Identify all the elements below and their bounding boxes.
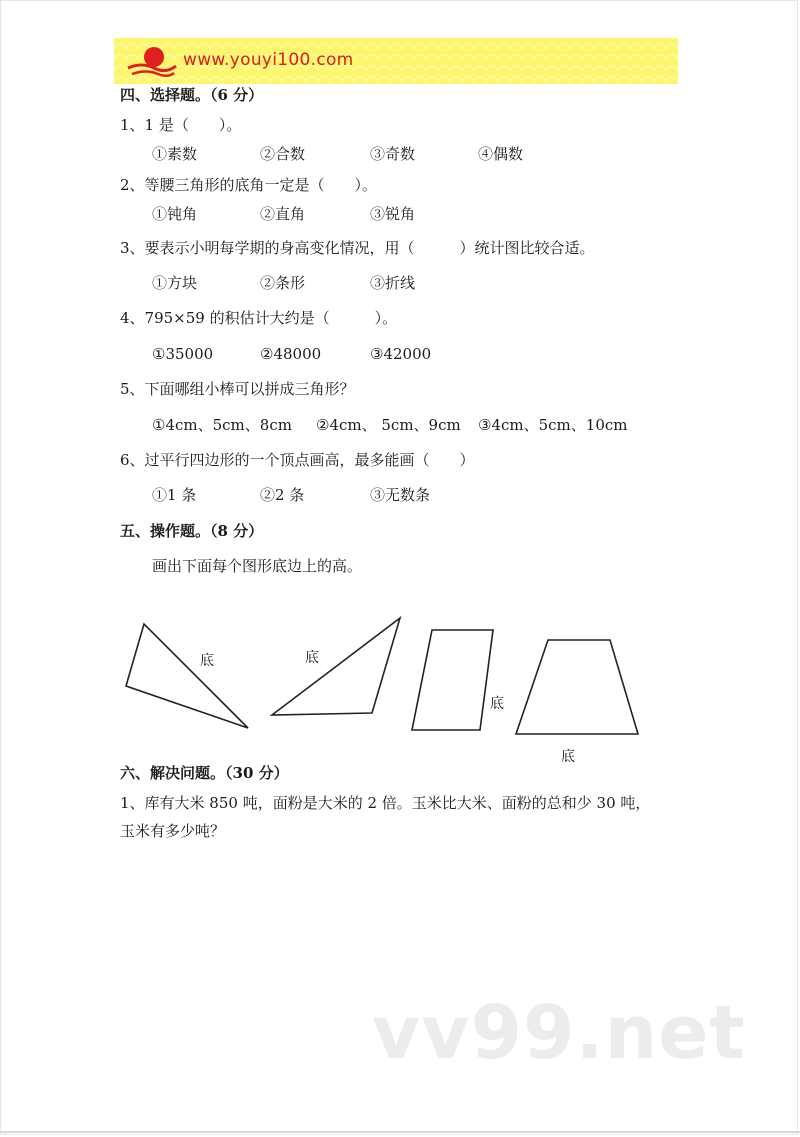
section4-title: 四、选择题。（6 分） bbox=[120, 86, 264, 104]
question-2: 2、等腰三角形的底角一定是（ ）。 bbox=[120, 176, 378, 194]
q2-option-1: ①钝角 bbox=[152, 205, 198, 223]
q3-option-2: ②条形 bbox=[260, 274, 306, 292]
header-url: www.youyi100.com bbox=[183, 50, 354, 70]
label-base-triangle-1: 底 bbox=[200, 653, 214, 669]
q3-option-3: ③折线 bbox=[370, 274, 416, 292]
q6-option-2: ②2 条 bbox=[260, 486, 305, 504]
q2-option-2: ②直角 bbox=[260, 205, 306, 223]
problem-1-line-1: 1、库有大米 850 吨，面粉是大米的 2 倍。玉米比大米、面粉的总和少 30 吨， bbox=[120, 794, 651, 812]
question-4: 4、795×59 的积估计大约是（ ）。 bbox=[120, 309, 398, 327]
q5-option-1: ①4cm、5cm、8cm bbox=[152, 416, 292, 434]
q4-option-3: ③42000 bbox=[370, 345, 432, 363]
question-6: 6、过平行四边形的一个顶点画高，最多能画（ ） bbox=[120, 451, 475, 469]
q3-option-1: ①方块 bbox=[152, 274, 198, 292]
q5-option-2: ②4cm、 5cm、9cm bbox=[316, 416, 461, 434]
section6-title: 六、解决问题。（30 分） bbox=[120, 764, 289, 782]
q6-option-3: ③无数条 bbox=[370, 486, 431, 504]
q1-option-1: ①素数 bbox=[152, 145, 198, 163]
trapezoid bbox=[516, 640, 638, 734]
question-3: 3、要表示小明每学期的身高变化情况，用（ ）统计图比较合适。 bbox=[120, 239, 595, 257]
logo-icon bbox=[124, 44, 178, 78]
label-base-triangle-2: 底 bbox=[305, 650, 319, 666]
triangle-2 bbox=[272, 618, 400, 715]
question-5: 5、下面哪组小棒可以拼成三角形？ bbox=[120, 380, 355, 398]
q1-option-4: ④偶数 bbox=[478, 145, 524, 163]
label-base-trapezoid: 底 bbox=[561, 749, 575, 765]
label-base-parallelogram: 底 bbox=[490, 696, 504, 712]
triangle-1 bbox=[126, 624, 248, 728]
q1-option-2: ②合数 bbox=[260, 145, 306, 163]
bottom-rule bbox=[0, 1131, 800, 1133]
question-1: 1、1 是（ ）。 bbox=[120, 116, 242, 134]
q2-option-3: ③锐角 bbox=[370, 205, 416, 223]
q6-option-1: ①1 条 bbox=[152, 486, 197, 504]
q1-option-3: ③奇数 bbox=[370, 145, 416, 163]
geometry-figures bbox=[118, 610, 658, 760]
section5-title: 五、操作题。（8 分） bbox=[120, 522, 264, 540]
q4-option-1: ①35000 bbox=[152, 345, 214, 363]
section5-instruction: 画出下面每个图形底边上的高。 bbox=[152, 557, 363, 575]
problem-1-line-2: 玉米有多少吨？ bbox=[120, 822, 226, 840]
q5-option-3: ③4cm、5cm、10cm bbox=[478, 416, 628, 434]
parallelogram bbox=[412, 630, 493, 730]
q4-option-2: ②48000 bbox=[260, 345, 322, 363]
watermark: vv99.net bbox=[372, 990, 746, 1076]
